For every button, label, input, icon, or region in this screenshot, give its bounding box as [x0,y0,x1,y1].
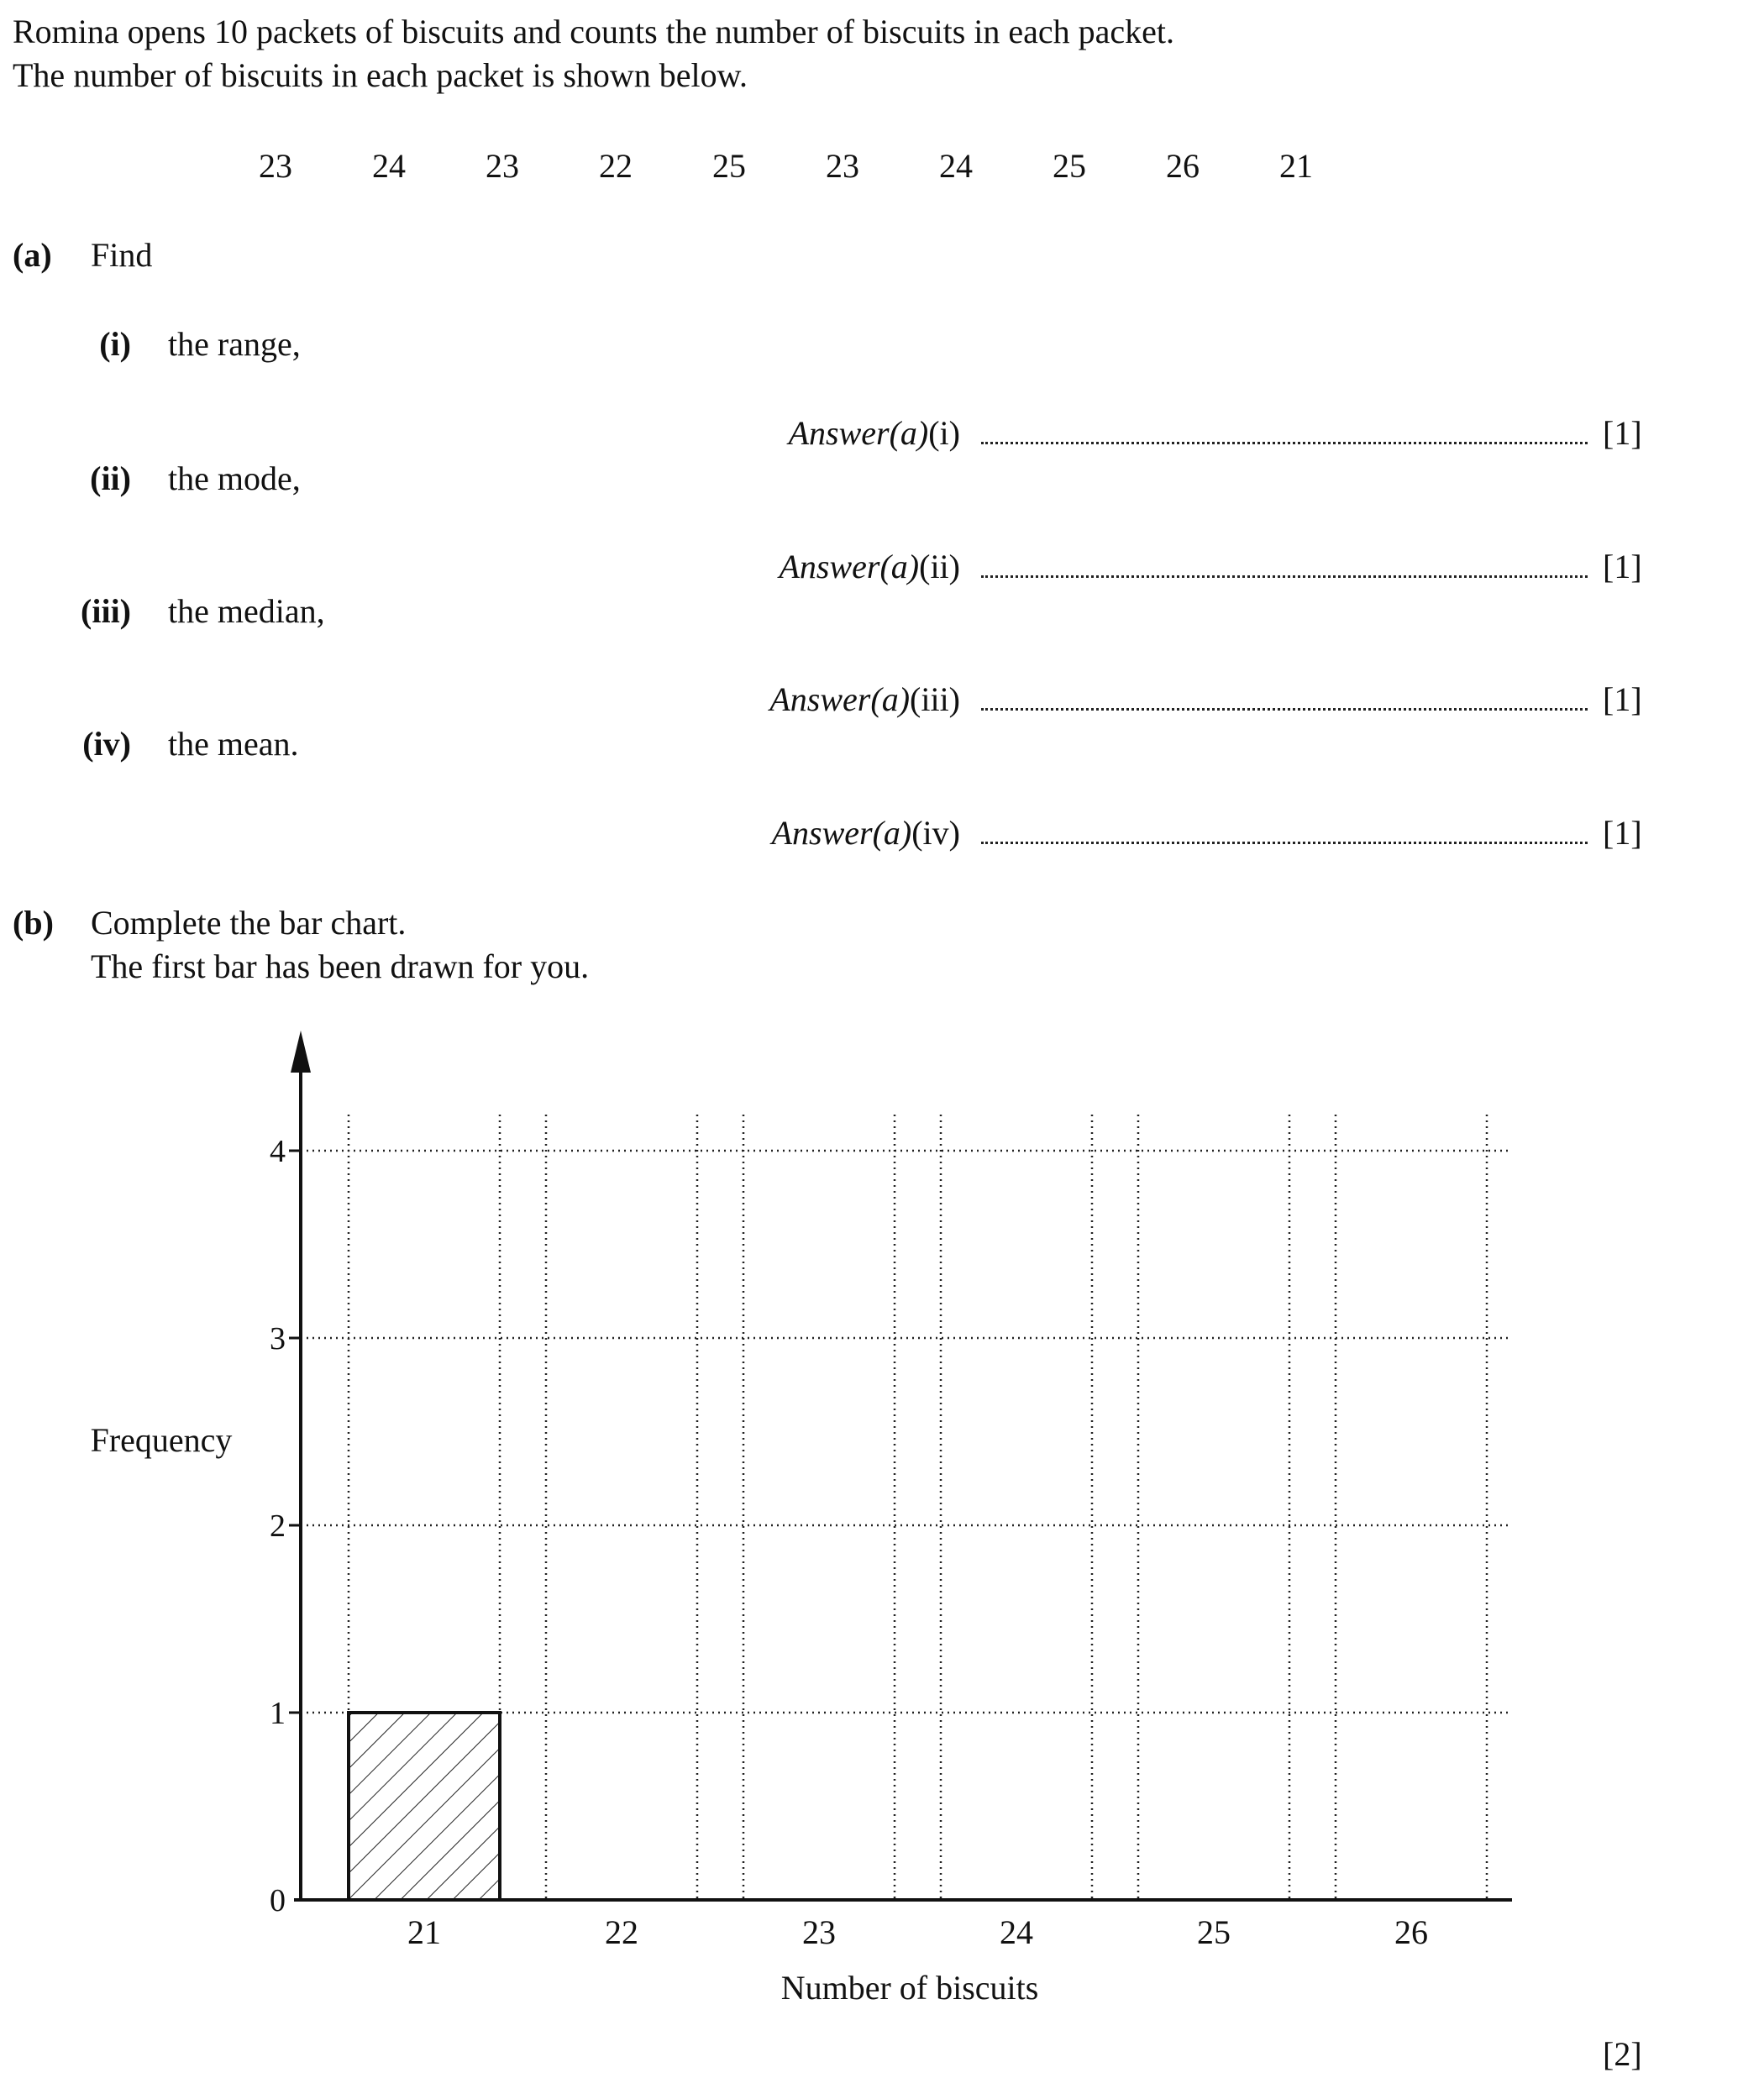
x-axis-title: Number of biscuits [780,1969,1039,2007]
data-value: 24 [372,147,406,185]
x-tick-label: 24 [1000,1913,1033,1951]
x-tick-label: 21 [407,1913,441,1951]
answer-a-iii-marks: [1] [1603,680,1642,718]
x-tick-label: 22 [605,1913,638,1951]
part-b-line-1: Complete the bar chart. [91,904,407,942]
item-i-text: the range, [168,325,301,363]
item-ii-number: (ii) [90,459,131,497]
intro-line-1: Romina opens 10 packets of biscuits and counts the number of biscuits in each packet. [13,13,1175,50]
item-iv-text: the mean. [168,725,299,763]
answer-a-iv-label: Answer(a)(iv) [771,814,960,852]
bar-21 [349,1713,500,1900]
y-tick-label: 3 [270,1321,286,1356]
data-value: 23 [486,147,519,185]
data-value: 25 [712,147,746,185]
data-value: 26 [1166,147,1200,185]
y-tick-label: 4 [270,1134,286,1169]
item-ii-text: the mode, [168,459,301,497]
answer-a-i-label: Answer(a)(i) [788,414,960,452]
item-iii-number: (iii) [81,592,131,630]
y-axis-title: Frequency [90,1421,233,1459]
y-tick-label: 2 [270,1508,286,1544]
answer-a-iv-marks: [1] [1603,814,1642,852]
y-tick-label: 0 [270,1883,286,1918]
part-b-marks: [2] [1603,2035,1642,2073]
y-axis-arrow [291,1031,311,1073]
data-value: 25 [1053,147,1086,185]
part-b-label: (b) [13,904,54,942]
data-value: 24 [939,147,973,185]
item-iv-number: (iv) [82,725,131,763]
data-value: 21 [1279,147,1313,185]
chart-labels [91,1134,1428,2007]
y-tick-label: 1 [270,1696,286,1731]
x-tick-label: 26 [1394,1913,1428,1951]
data-value: 23 [259,147,292,185]
x-tick-label: 23 [802,1913,836,1951]
answer-a-ii-label: Answer(a)(ii) [779,548,960,585]
chart-bars [349,1713,500,1900]
item-i-number: (i) [99,325,131,363]
part-a-prompt: Find [91,236,153,274]
answer-a-ii-marks: [1] [1603,548,1642,585]
answer-a-i-marks: [1] [1603,414,1642,452]
data-value: 22 [599,147,633,185]
intro-line-2: The number of biscuits in each packet is shown below. [13,56,748,94]
part-a-label: (a) [13,236,52,274]
answer-a-iii-label: Answer(a)(iii) [769,680,960,718]
x-tick-label: 25 [1197,1913,1231,1951]
data-value: 23 [826,147,859,185]
part-b-line-2: The first bar has been drawn for you. [91,947,590,985]
item-iii-text: the median, [168,592,325,630]
